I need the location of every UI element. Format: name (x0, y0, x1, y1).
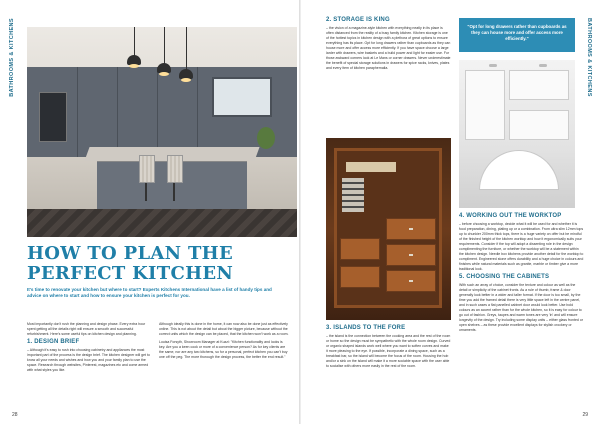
pull-quote: "Opt for long drawers rather than cupboards as they can house more and offer access more efficiently." (459, 18, 575, 52)
title-line-2: PERFECT KITCHEN (27, 263, 234, 284)
corner-drawer-photo (326, 138, 451, 320)
left-column-2 (159, 322, 289, 363)
side-label-right: BATHROOMS & KITCHENS (586, 18, 592, 97)
photo-cabinet-seam (77, 67, 78, 157)
body-paragraph: Although ideally this is done in the home, it can now also be done just as effectively online. This is not about the detail but about the bigger picture, because without the correct units which the design can be placed, that the kitchen won't work as a room. (159, 322, 289, 336)
page-number-left: 28 (12, 412, 18, 418)
title-line-1: HOW TO PLAN THE (27, 243, 234, 264)
section-heading-islands: 3. ISLANDS TO THE FORE (326, 325, 406, 331)
section-heading-storage: 2. STORAGE IS KING (326, 17, 390, 23)
photo-ceiling-light (489, 64, 497, 67)
photo-bar-stool (139, 155, 155, 183)
body-paragraph: Most importantly don't rush the planning and design phase. Every extra hour spent getting all the details right will ensure a smooth and successful refurbishment. Here's some useful tips on kitchen design and planning. (27, 322, 146, 336)
photo-cabinet-seam (157, 67, 158, 157)
photo-drawer (340, 238, 380, 260)
article-title (27, 244, 297, 284)
body-paragraph: – before choosing a worktop, decide what it will be used for and whether it is food preparation, dining, plating up or a combination. From ultra slim 12mm tops up to chunkier 200mm thick tops, there is a huge variety on offer but be mindful of the finished height of the kitchen worktop and how it ergonomically suits your requirements. Consider if the top will adopt a dissenting role in the design complimenting the furniture, or whether the worktop will be a statement within the kitchen design. Needle box kitchens provide another detail for the worktop to compliment. Engineered stone offers durability and a huge choice in colours and finishes while natural materials such as granite, marble or timber give a more traditional look. (459, 222, 584, 271)
photo-wall-cabinet (509, 70, 569, 100)
photo-window (212, 77, 272, 117)
photo-spice-rack (342, 178, 364, 212)
photo-herringbone-floor (27, 209, 297, 237)
photo-oven (39, 92, 67, 142)
photo-lamp-glow (159, 72, 169, 76)
photo-lamp-glow (181, 78, 191, 82)
left-column-1 (27, 322, 152, 376)
body-paragraph: – the vision of a magazine-style kitchen with everything neatly in its place is often distanced from the reality of a busy family kitchen. Kitchen storage is one of the hottest topics in kitchen design with a plethora of great options to ensure everything has its place. Opt for long drawers rather than cupboards as they can house more and offer access more efficiently. If you have space choose a large larder with drawers, wire baskets and a build power and light for easier use. For those awkward corners look at Le Mans or corner drawers. Never underestimate the benefit of special storage solutions in drawers for spice racks, knives, plates and every item of kitchen paraphernalia. (326, 26, 451, 70)
article-intro: It's time to renovate your kitchen but where to start? Experts Kitchens International have a list of handy tips and advice on where to start and how to ensure your kitchen is perfect for you. (27, 287, 272, 299)
photo-drawer-handle (409, 228, 413, 230)
section-heading-worktop: 4. WORKING OUT THE WORKTOP (459, 213, 562, 219)
kitchen-island-photo (27, 27, 297, 237)
photo-stool-leg (145, 183, 147, 201)
photo-pendant-cord (186, 27, 187, 71)
photo-base-cabinet (509, 110, 569, 140)
right-column-3 (459, 214, 584, 336)
right-column-1 (326, 18, 451, 74)
photo-cabinet-seam (117, 67, 118, 157)
section-heading-design-brief: 1. DESIGN BRIEF (27, 339, 80, 345)
photo-tall-cabinet (465, 70, 505, 140)
page-gutter (299, 0, 301, 424)
photo-ceiling-light (539, 64, 547, 67)
photo-pendant-cord (134, 27, 135, 57)
body-paragraph: – Although it's easy to rush into choosing cabinetry and appliances the most important part of the process is the design brief. The kitchen designer will get to know all your needs and wishes and how you and your family plan to use the space. Research through websites, Pinterest, magazines etc and come armed with what styles you like. (27, 348, 150, 372)
photo-cabinet-seam (197, 67, 198, 157)
photo-drawer-handle (409, 254, 413, 256)
photo-bar-stool (167, 155, 183, 183)
body-paragraph: Louisa Forsyth, Showroom Manager at Kuzzi: "Kitchen functionality and looks is key. Are you a keen cook or more of a convenience person? As for key clients are the same, nor are any two kitchens, so for a personal, perfect kitchen you can't buy one off the peg. The more thorough the design process, the better the end result." (159, 340, 288, 359)
photo-pendant-cord (164, 27, 165, 65)
side-label-left: BATHROOMS & KITCHENS (9, 18, 15, 97)
right-column-2 (326, 326, 451, 372)
photo-plant (257, 127, 275, 149)
body-paragraph: – the island is the connection between the cooking area and the rest of the room or home so the design must be sympathetic with the whole room design. Curved or organic shaped islands work well where you want to soften curves and make it more pleasing to the eye. If possible, incorporate a dining space, such as a breakfast bar, so the island will become the focus of the room. Housing the hob and/or a sink on the island will make it a more sociable space with the user able to socialise with others more easily in the rest of the room. (326, 334, 451, 368)
photo-stool-leg (173, 183, 175, 201)
body-paragraph: With such an array of choice, consider the texture and colour as well as the detail or simplicity of the cabinet fronts. As a rule of thumb, frame & door generally look better in a wider and taller format. If the door is too small, by the time you add the framed detail there is very little space left in the centre panel, and in such cases a flat panelled cabinet door would look better. Use bold colours as an accent rather than for the whole kitchen, so it is easy for colour to go out of fashion. Greys, taupes and warm tones are very 'in' and will ensure longevity of the design. Try including some display units – either glass fronted or open shelves – as these provide excellent displays for stylish crockery or ornaments. (459, 283, 583, 332)
photo-drawer-handle (409, 280, 413, 282)
page-number-right: 29 (582, 412, 588, 418)
white-kitchen-photo (459, 60, 575, 208)
section-heading-cabinets: 5. CHOOSING THE CABINETS (459, 274, 550, 280)
photo-drawer (340, 266, 380, 288)
photo-curved-island (479, 150, 559, 190)
photo-lamp-glow (129, 64, 139, 68)
photo-shelf (346, 162, 396, 172)
